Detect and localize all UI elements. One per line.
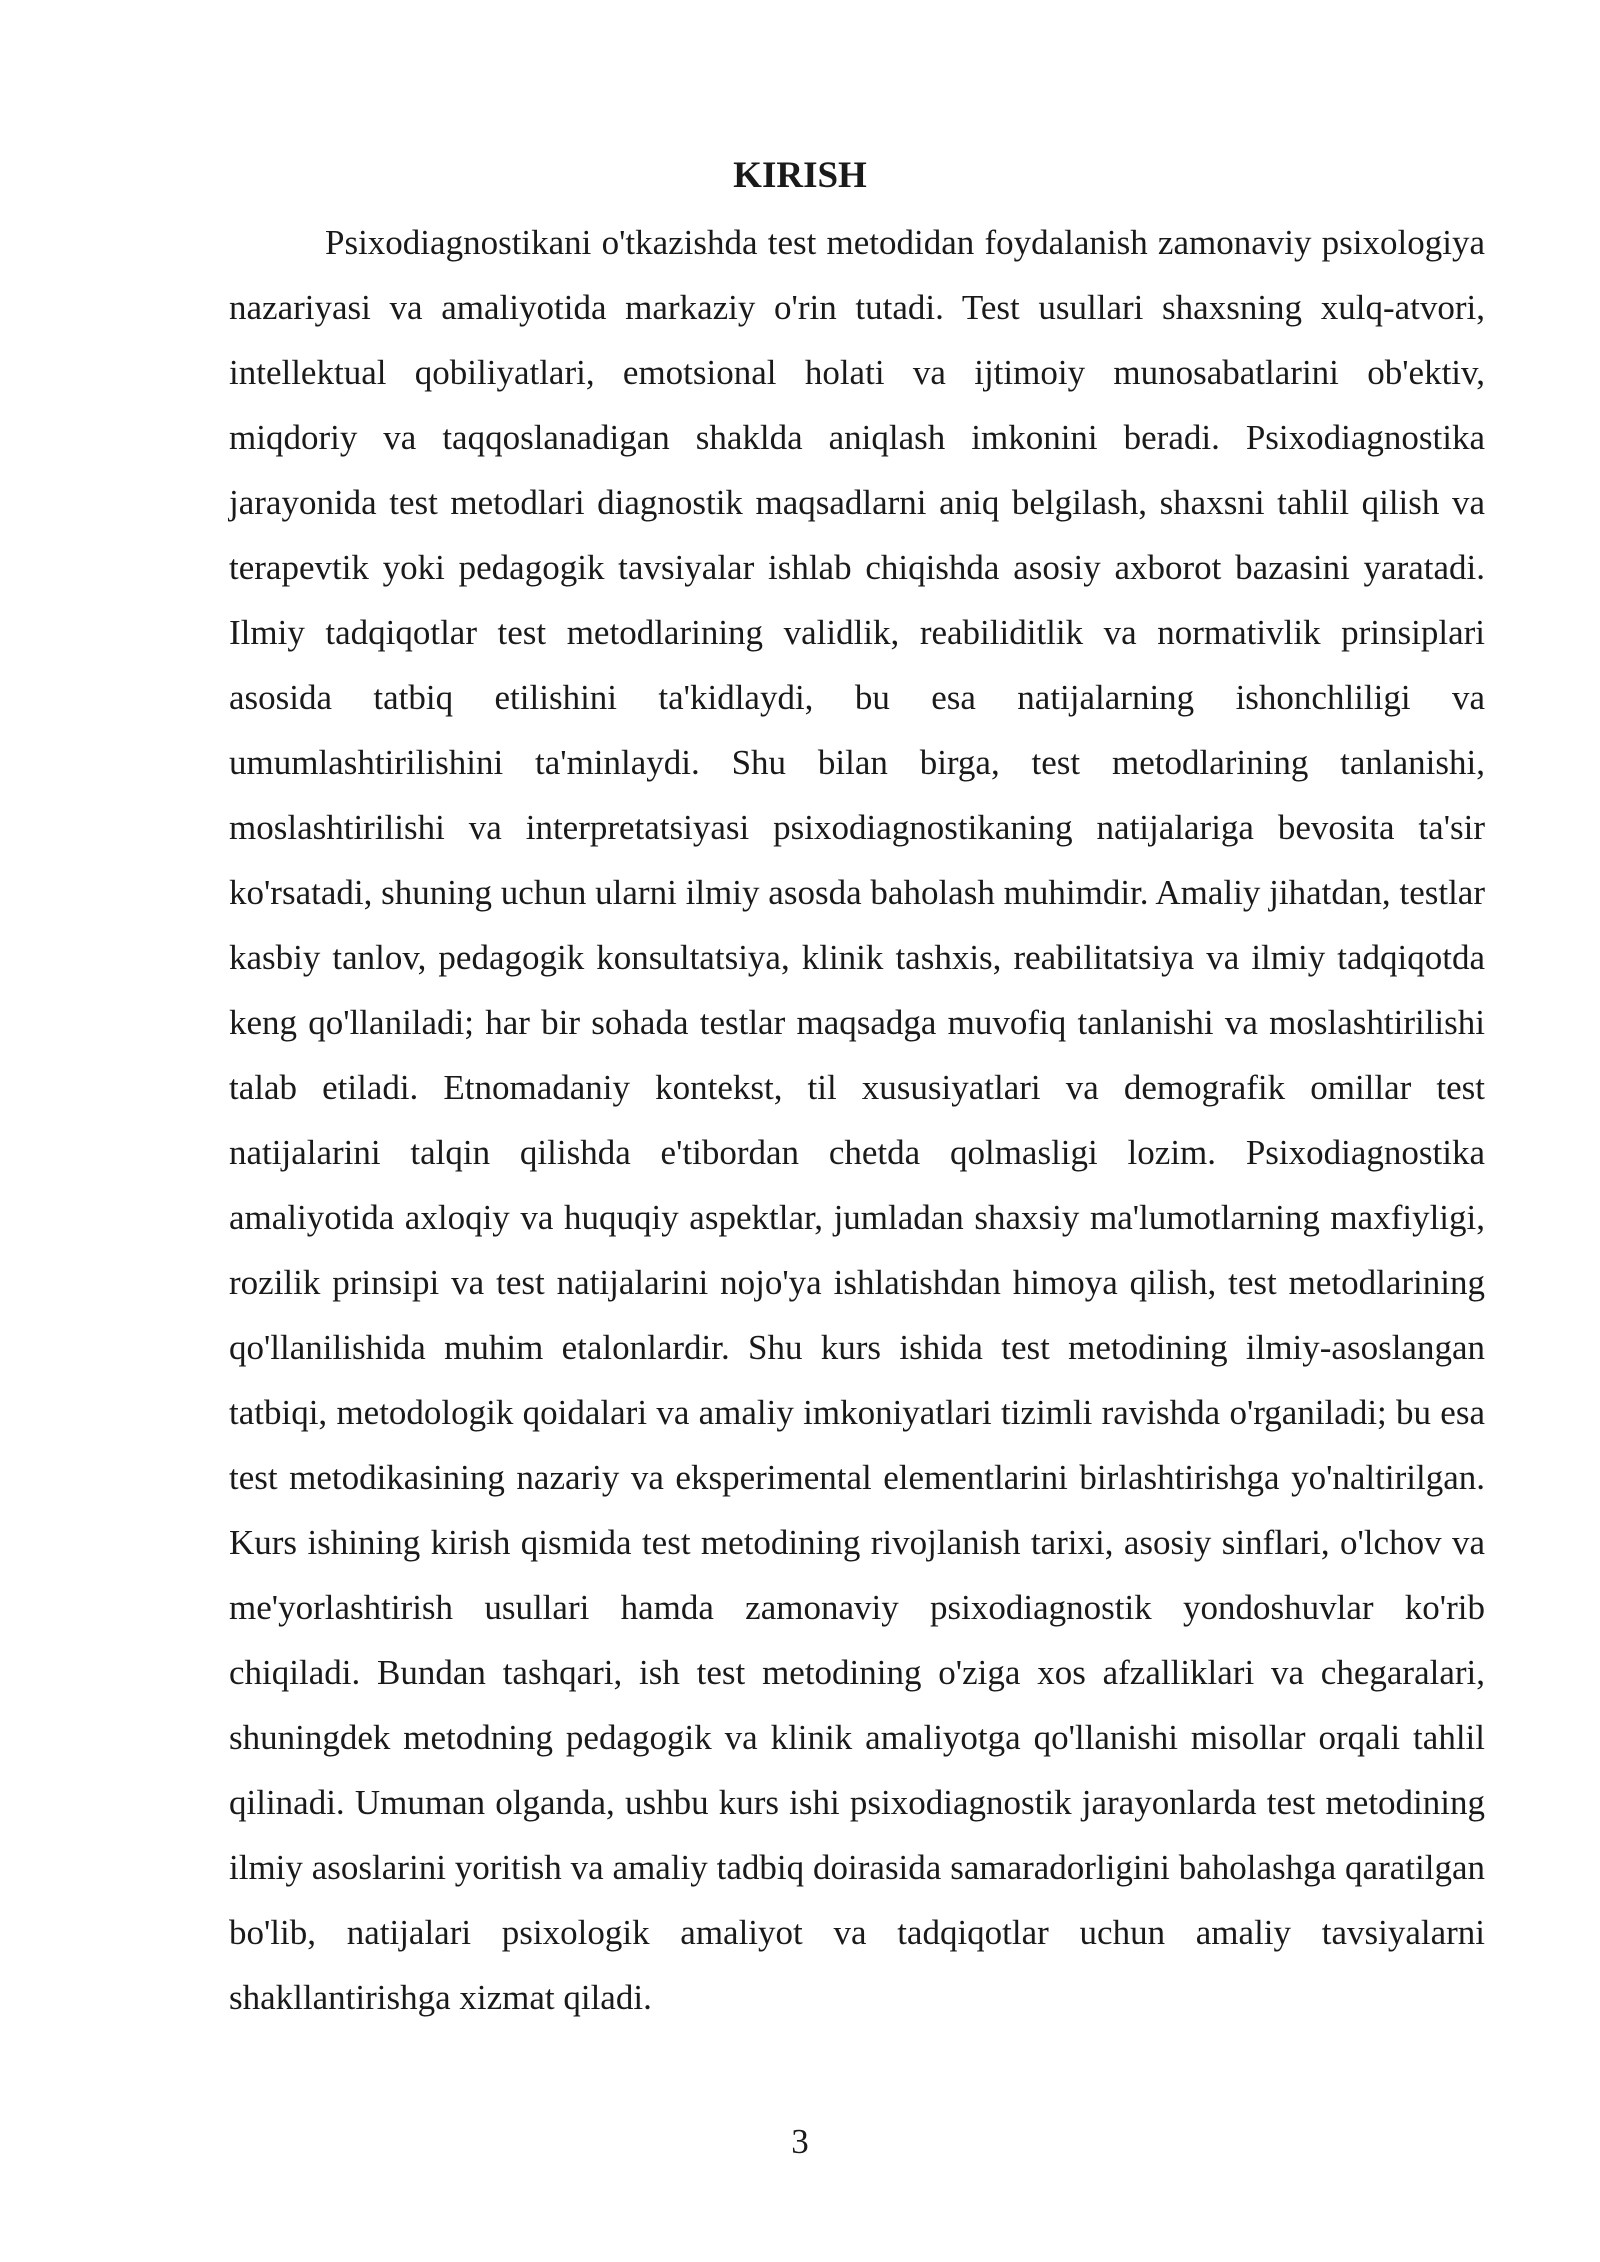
body-paragraph: Psixodiagnostikani o'tkazishda test metodidan foydalanish zamonaviy psixologiya nazariyasi va amaliyotida markaziy o'rin tutadi. Test usullari shaxsning xulq-atvori, intellektual qobiliyatlari, emotsional holati va ijtimoiy munosabatlarini ob'ektiv, miqdoriy va taqqoslanadigan shaklda aniqlash imkonini beradi. Psixodiagnostika jarayonida test metodlari diagnostik maqsadlarni aniq belgilash, shaxsni tahlil qilish va terapevtik yoki pedagogik tavsiyalar ishlab chiqishda asosiy axborot bazasini yaratadi. Ilmiy tadqiqotlar test metodlarining validlik, reabiliditlik va normativlik prinsiplari asosida tatbiq etilishini ta'kidlaydi, bu esa natijalarning ishonchliligi va umumlashtirilishini ta'minlaydi. Shu bilan birga, test metodlarining tanlanishi, moslashtirilishi va interpretatsiyasi psixodiagnostikaning natijalariga bevosita ta'sir ko'rsatadi, shuning uchun ularni ilmiy asosda baholash muhimdir. Amaliy jihatdan, testlar kasbiy tanlov, pedagogik konsultatsiya, klinik tashxis, reabilitatsiya va ilmiy tadqiqotda keng qo'llaniladi; har bir sohada testlar maqsadga muvofiq tanlanishi va moslashtirilishi talab etiladi. Etnomadaniy kontekst, til xususiyatlari va demografik omillar test natijalarini talqin qilishda e'tibordan chetda qolmasligi lozim. Psixodiagnostika amaliyotida axloqiy va huquqiy aspektlar, jumladan shaxsiy ma'lumotlarning maxfiyligi, rozilik prinsipi va test natijalarini nojo'ya ishlatishdan himoya qilish, test metodlarining qo'llanilishida muhim etalonlardir. Shu kurs ishida test metodining ilmiy-asoslangan tatbiqi, metodologik qoidalari va amaliy imkoniyatlari tizimli ravishda o'rganiladi; bu esa test metodikasining nazariy va eksperimental elementlarini birlashtirishga yo'naltirilgan. Kurs ishining kirish qismida test metodining rivojlanish tarixi, asosiy sinflari, o'lchov va me'yorlashtirish usullari hamda zamonaviy psixodiagnostik yondoshuvlar ko'rib chiqiladi. Bundan tashqari, ish test metodining o'ziga xos afzalliklari va chegaralari, shuningdek metodning pedagogik va klinik amaliyotga qo'llanishi misollar orqali tahlil qilinadi. Umuman olganda, ushbu kurs ishi psixodiagnostik jarayonlarda test metodining ilmiy asoslarini yoritish va amaliy tadbiq doirasida samaradorligini baholashga qaratilgan bo'lib, natijalari psixologik amaliyot va tadqiqotlar uchun amaliy tavsiyalarni shakllantirishga xizmat qiladi. bbox=[229, 223, 1485, 2017]
page-number: 3 bbox=[791, 2122, 809, 2161]
section-title: KIRISH bbox=[733, 155, 867, 196]
